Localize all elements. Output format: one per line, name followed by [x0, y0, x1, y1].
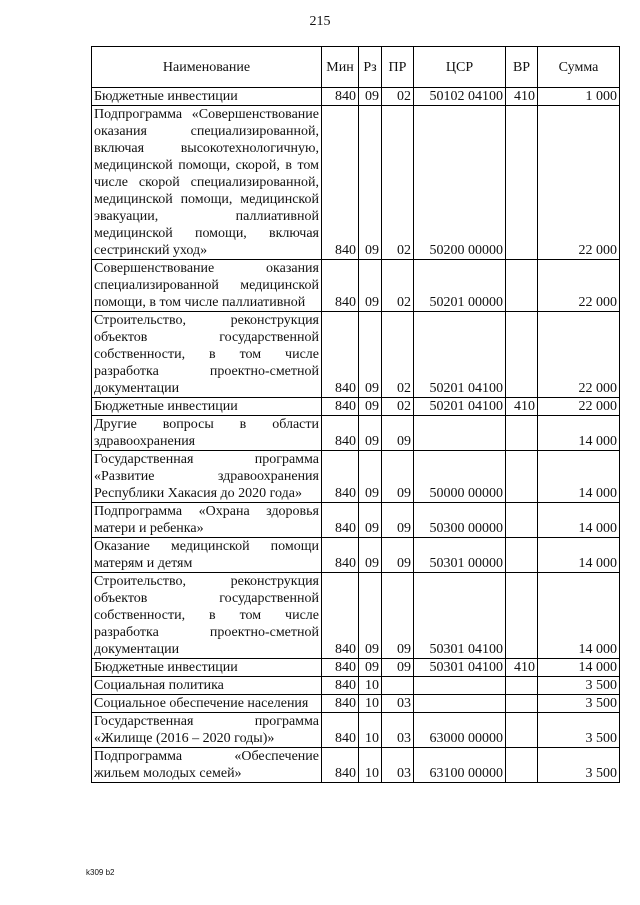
cell-min: 840 — [322, 106, 359, 260]
cell-min: 840 — [322, 695, 359, 713]
cell-sum: 14 000 — [538, 659, 620, 677]
cell-name: Бюджетные инвестиции — [92, 88, 322, 106]
table-header-row — [92, 47, 620, 88]
cell-sum: 3 500 — [538, 695, 620, 713]
cell-sum: 3 500 — [538, 713, 620, 748]
cell-vr — [506, 677, 538, 695]
cell-vr: 410 — [506, 659, 538, 677]
cell-pr: 09 — [382, 451, 414, 503]
cell-min: 840 — [322, 677, 359, 695]
header-name: Наименование — [92, 47, 322, 88]
cell-min: 840 — [322, 416, 359, 451]
cell-csr: 50201 04100 — [414, 312, 506, 398]
table-row — [92, 713, 620, 748]
cell-csr: 50201 00000 — [414, 260, 506, 312]
cell-vr — [506, 695, 538, 713]
cell-min: 840 — [322, 748, 359, 783]
cell-sum: 3 500 — [538, 748, 620, 783]
cell-rz: 09 — [359, 416, 382, 451]
cell-pr: 09 — [382, 538, 414, 573]
cell-rz: 09 — [359, 503, 382, 538]
cell-sum: 22 000 — [538, 106, 620, 260]
table-row — [92, 88, 620, 106]
cell-vr — [506, 538, 538, 573]
cell-sum: 14 000 — [538, 538, 620, 573]
cell-name: Подпрограмма «Совершенствование оказания специализированной, включая высокотехнологичную, медицинской помощи, скорой, в том числе скорой специализированной, медицинской помощи, медицинской эвакуации, паллиативной медицинской помощи, включая сестринский уход» — [92, 106, 322, 260]
cell-pr: 03 — [382, 713, 414, 748]
cell-rz: 09 — [359, 538, 382, 573]
footer-code: k309 b2 — [86, 868, 115, 877]
cell-name: Подпрограмма «Обеспечение жильем молодых семей» — [92, 748, 322, 783]
cell-rz: 09 — [359, 312, 382, 398]
cell-rz: 10 — [359, 695, 382, 713]
table-row — [92, 312, 620, 398]
cell-vr: 410 — [506, 398, 538, 416]
cell-pr: 02 — [382, 88, 414, 106]
cell-sum: 14 000 — [538, 503, 620, 538]
cell-min: 840 — [322, 398, 359, 416]
cell-name: Подпрограмма «Охрана здоровья матери и ребенка» — [92, 503, 322, 538]
cell-name: Оказание медицинской помощи матерям и детям — [92, 538, 322, 573]
cell-vr — [506, 260, 538, 312]
cell-vr — [506, 573, 538, 659]
cell-vr — [506, 748, 538, 783]
cell-csr: 63000 00000 — [414, 713, 506, 748]
budget-table — [91, 46, 620, 783]
table-row — [92, 503, 620, 538]
cell-csr — [414, 677, 506, 695]
cell-pr: 02 — [382, 106, 414, 260]
cell-vr — [506, 106, 538, 260]
cell-name: Социальная политика — [92, 677, 322, 695]
cell-vr — [506, 451, 538, 503]
cell-csr: 50301 04100 — [414, 573, 506, 659]
header-csr: ЦСР — [414, 47, 506, 88]
cell-name: Другие вопросы в области здравоохранения — [92, 416, 322, 451]
cell-name: Строительство, реконструкция объектов государственной собственности, в том числе разработка проектно-сметной документации — [92, 573, 322, 659]
header-rz: Рз — [359, 47, 382, 88]
cell-name: Государственная программа «Развитие здравоохранения Республики Хакасия до 2020 года» — [92, 451, 322, 503]
table-row — [92, 106, 620, 260]
page-number: 215 — [309, 14, 331, 29]
cell-pr: 09 — [382, 416, 414, 451]
cell-sum: 14 000 — [538, 451, 620, 503]
cell-rz: 09 — [359, 260, 382, 312]
cell-csr: 50201 04100 — [414, 398, 506, 416]
table-row — [92, 398, 620, 416]
cell-rz: 09 — [359, 106, 382, 260]
table-row — [92, 573, 620, 659]
cell-rz: 10 — [359, 713, 382, 748]
cell-rz: 09 — [359, 573, 382, 659]
table-row — [92, 260, 620, 312]
table-row — [92, 416, 620, 451]
cell-min: 840 — [322, 659, 359, 677]
table-row — [92, 538, 620, 573]
cell-csr: 63100 00000 — [414, 748, 506, 783]
header-min: Мин — [322, 47, 359, 88]
table-row — [92, 695, 620, 713]
cell-name: Государственная программа «Жилище (2016 – 2020 годы)» — [92, 713, 322, 748]
cell-pr: 02 — [382, 312, 414, 398]
cell-rz: 09 — [359, 88, 382, 106]
cell-name: Социальное обеспечение населения — [92, 695, 322, 713]
cell-csr: 50102 04100 — [414, 88, 506, 106]
cell-min: 840 — [322, 88, 359, 106]
cell-min: 840 — [322, 503, 359, 538]
cell-sum: 22 000 — [538, 398, 620, 416]
cell-csr — [414, 416, 506, 451]
cell-rz: 09 — [359, 398, 382, 416]
cell-sum: 14 000 — [538, 416, 620, 451]
cell-pr: 09 — [382, 573, 414, 659]
cell-pr: 09 — [382, 503, 414, 538]
cell-csr: 50300 00000 — [414, 503, 506, 538]
cell-vr — [506, 503, 538, 538]
cell-pr: 02 — [382, 398, 414, 416]
cell-vr — [506, 713, 538, 748]
cell-sum: 3 500 — [538, 677, 620, 695]
cell-csr: 50301 00000 — [414, 538, 506, 573]
cell-min: 840 — [322, 312, 359, 398]
cell-name: Строительство, реконструкция объектов государственной собственности, в том числе разработка проектно-сметной документации — [92, 312, 322, 398]
header-vr: ВР — [506, 47, 538, 88]
table-row — [92, 677, 620, 695]
cell-min: 840 — [322, 260, 359, 312]
cell-rz: 09 — [359, 659, 382, 677]
cell-sum: 22 000 — [538, 312, 620, 398]
cell-pr — [382, 677, 414, 695]
cell-pr: 03 — [382, 695, 414, 713]
cell-min: 840 — [322, 538, 359, 573]
header-pr: ПР — [382, 47, 414, 88]
cell-csr — [414, 695, 506, 713]
cell-csr: 50200 00000 — [414, 106, 506, 260]
cell-name: Бюджетные инвестиции — [92, 398, 322, 416]
cell-pr: 09 — [382, 659, 414, 677]
cell-sum: 1 000 — [538, 88, 620, 106]
cell-min: 840 — [322, 713, 359, 748]
cell-min: 840 — [322, 573, 359, 659]
cell-sum: 22 000 — [538, 260, 620, 312]
cell-name: Бюджетные инвестиции — [92, 659, 322, 677]
table-row — [92, 451, 620, 503]
cell-name: Совершенствование оказания специализированной медицинской помощи, в том числе паллиативной — [92, 260, 322, 312]
cell-csr: 50000 00000 — [414, 451, 506, 503]
cell-min: 840 — [322, 451, 359, 503]
table-row — [92, 659, 620, 677]
table-body — [92, 88, 620, 783]
cell-vr — [506, 416, 538, 451]
cell-vr — [506, 312, 538, 398]
table-row — [92, 748, 620, 783]
cell-rz: 10 — [359, 677, 382, 695]
cell-rz: 10 — [359, 748, 382, 783]
cell-csr: 50301 04100 — [414, 659, 506, 677]
cell-rz: 09 — [359, 451, 382, 503]
header-sum: Сумма — [538, 47, 620, 88]
cell-pr: 03 — [382, 748, 414, 783]
cell-sum: 14 000 — [538, 573, 620, 659]
cell-pr: 02 — [382, 260, 414, 312]
cell-vr: 410 — [506, 88, 538, 106]
